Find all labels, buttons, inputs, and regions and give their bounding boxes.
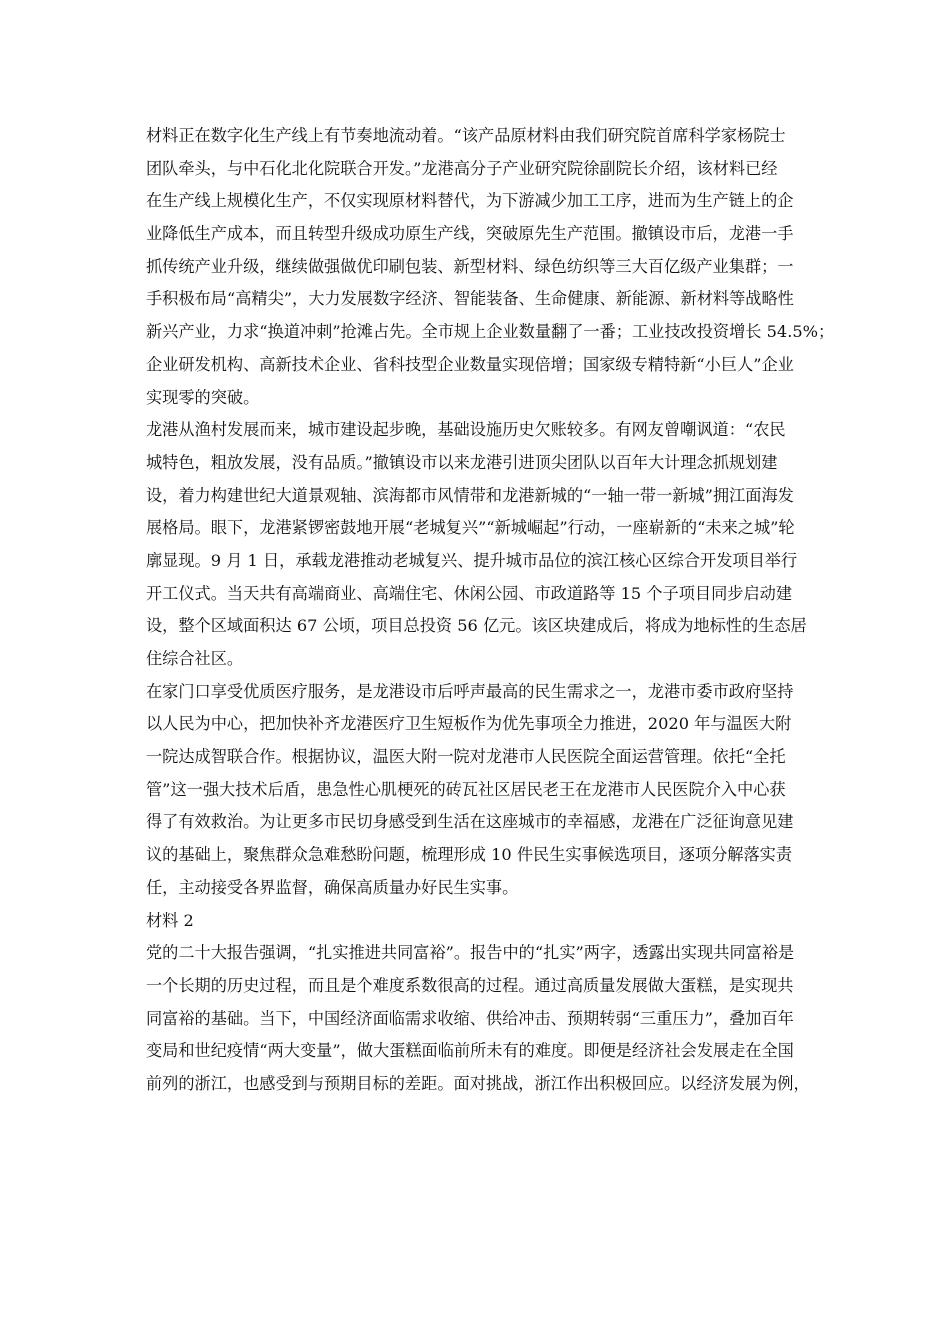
text-line: 在生产线上规模化生产，不仅实现原材料替代，为下游减少加工工序，进而为生产链上的企 — [146, 191, 794, 211]
text-line: 企业研发机构、高新技术企业、省科技型企业数量实现倍增；国家级专精特新“小巨人”企业 — [146, 354, 794, 374]
text-line: 一院达成智联合作。根据协议，温医大附一院对龙港市人民医院全面运营管理。依托“全托 — [146, 747, 786, 767]
text-line: 展格局。眼下，龙港紧锣密鼓地开展“老城复兴”“新城崛起”行动，一座崭新的“未来之城”轮 — [146, 518, 795, 538]
text-line: 业降低生产成本，而且转型升级成功原生产线，突破原先生产范围。撤镇设市后，龙港一手 — [146, 224, 794, 244]
text-line: 新兴产业，力求“换道冲刺”抢滩占先。全市规上企业数量翻了一番；工业技改投资增长 54.5%； — [146, 322, 835, 342]
text-line: 党的二十大报告强调，“扎实推进共同富裕”。报告中的“扎实”两字，透露出实现共同富裕是 — [146, 943, 795, 963]
document-body — [146, 120, 886, 1101]
text-line: 一个长期的历史过程，而且是个难度系数很高的过程。通过高质量发展做大蛋糕，是实现共 — [146, 975, 794, 995]
text-line: 开工仪式。当天共有高端商业、高端住宅、休闲公园、市政道路等 15 个子项目同步启动建 — [146, 583, 793, 603]
text-line: 前列的浙江，也感受到与预期目标的差距。面对挑战，浙江作出积极回应。以经济发展为例， — [146, 1073, 810, 1093]
text-line: 变局和世纪疫情“两大变量”，做大蛋糕面临前所未有的难度。即便是经济社会发展走在全国 — [146, 1041, 794, 1061]
text-line: 城特色，粗放发展，没有品质。”撤镇设市以来龙港引进顶尖团队以百年大计理念抓规划建 — [146, 452, 778, 472]
text-line: 得了有效救治。为让更多市民切身感受到生活在这座城市的幸福感，龙港在广泛征询意见建 — [146, 812, 794, 832]
text-line: 以人民为中心，把加快补齐龙港医疗卫生短板作为优先事项全力推进，2020 年与温医大附 — [146, 714, 792, 734]
text-line: 龙港从渔村发展而来，城市建设起步晚，基础设施历史欠账较多。有网友曾嘲讽道：“农民 — [146, 420, 786, 440]
text-line: 团队牵头，与中石化北化院联合开发。”龙港高分子产业研究院徐副院长介绍，该材料已经 — [146, 158, 778, 178]
text-line: 材料 2 — [146, 910, 194, 930]
text-line: 在家门口享受优质医疗服务，是龙港设市后呼声最高的民生需求之一，龙港市委市政府坚持 — [146, 681, 794, 701]
text-line: 设，整个区域面积达 67 公顷，项目总投资 56 亿元。该区块建成后，将成为地标性的生态居 — [146, 616, 807, 636]
text-line: 任，主动接受各界监督，确保高质量办好民生实事。 — [146, 877, 519, 897]
text-line: 实现零的突破。 — [146, 387, 260, 407]
text-line: 同富裕的基础。当下，中国经济面临需求收缩、供给冲击、预期转弱“三重压力”，叠加百年 — [146, 1008, 794, 1028]
text-line: 管”这一强大技术后盾，患急性心肌梗死的砖瓦社区居民老王在龙港市人民医院介入中心获 — [146, 779, 786, 799]
text-line: 议的基础上，聚焦群众急难愁盼问题，梳理形成 10 件民生实事候选项目，逐项分解落实责 — [146, 845, 793, 865]
text-line: 设，着力构建世纪大道景观轴、滨海都市风情带和龙港新城的“一轴一带一新城”拥江面海发 — [146, 485, 794, 505]
text-line: 住综合社区。 — [146, 649, 244, 668]
text-line: 廓显现。9 月 1 日，承载龙港推动老城复兴、提升城市品位的滨江核心区综合开发项目举行 — [146, 550, 798, 570]
text-line: 抓传统产业升级，继续做强做优印刷包装、新型材料、绿色纺织等三大百亿级产业集群；一 — [146, 256, 794, 276]
text-line: 手积极布局“高精尖”，大力发展数字经济、智能装备、生命健康、新能源、新材料等战略性 — [146, 289, 794, 309]
text-line: 材料正在数字化生产线上有节奏地流动着。“该产品原材料由我们研究院首席科学家杨院士 — [146, 126, 786, 145]
